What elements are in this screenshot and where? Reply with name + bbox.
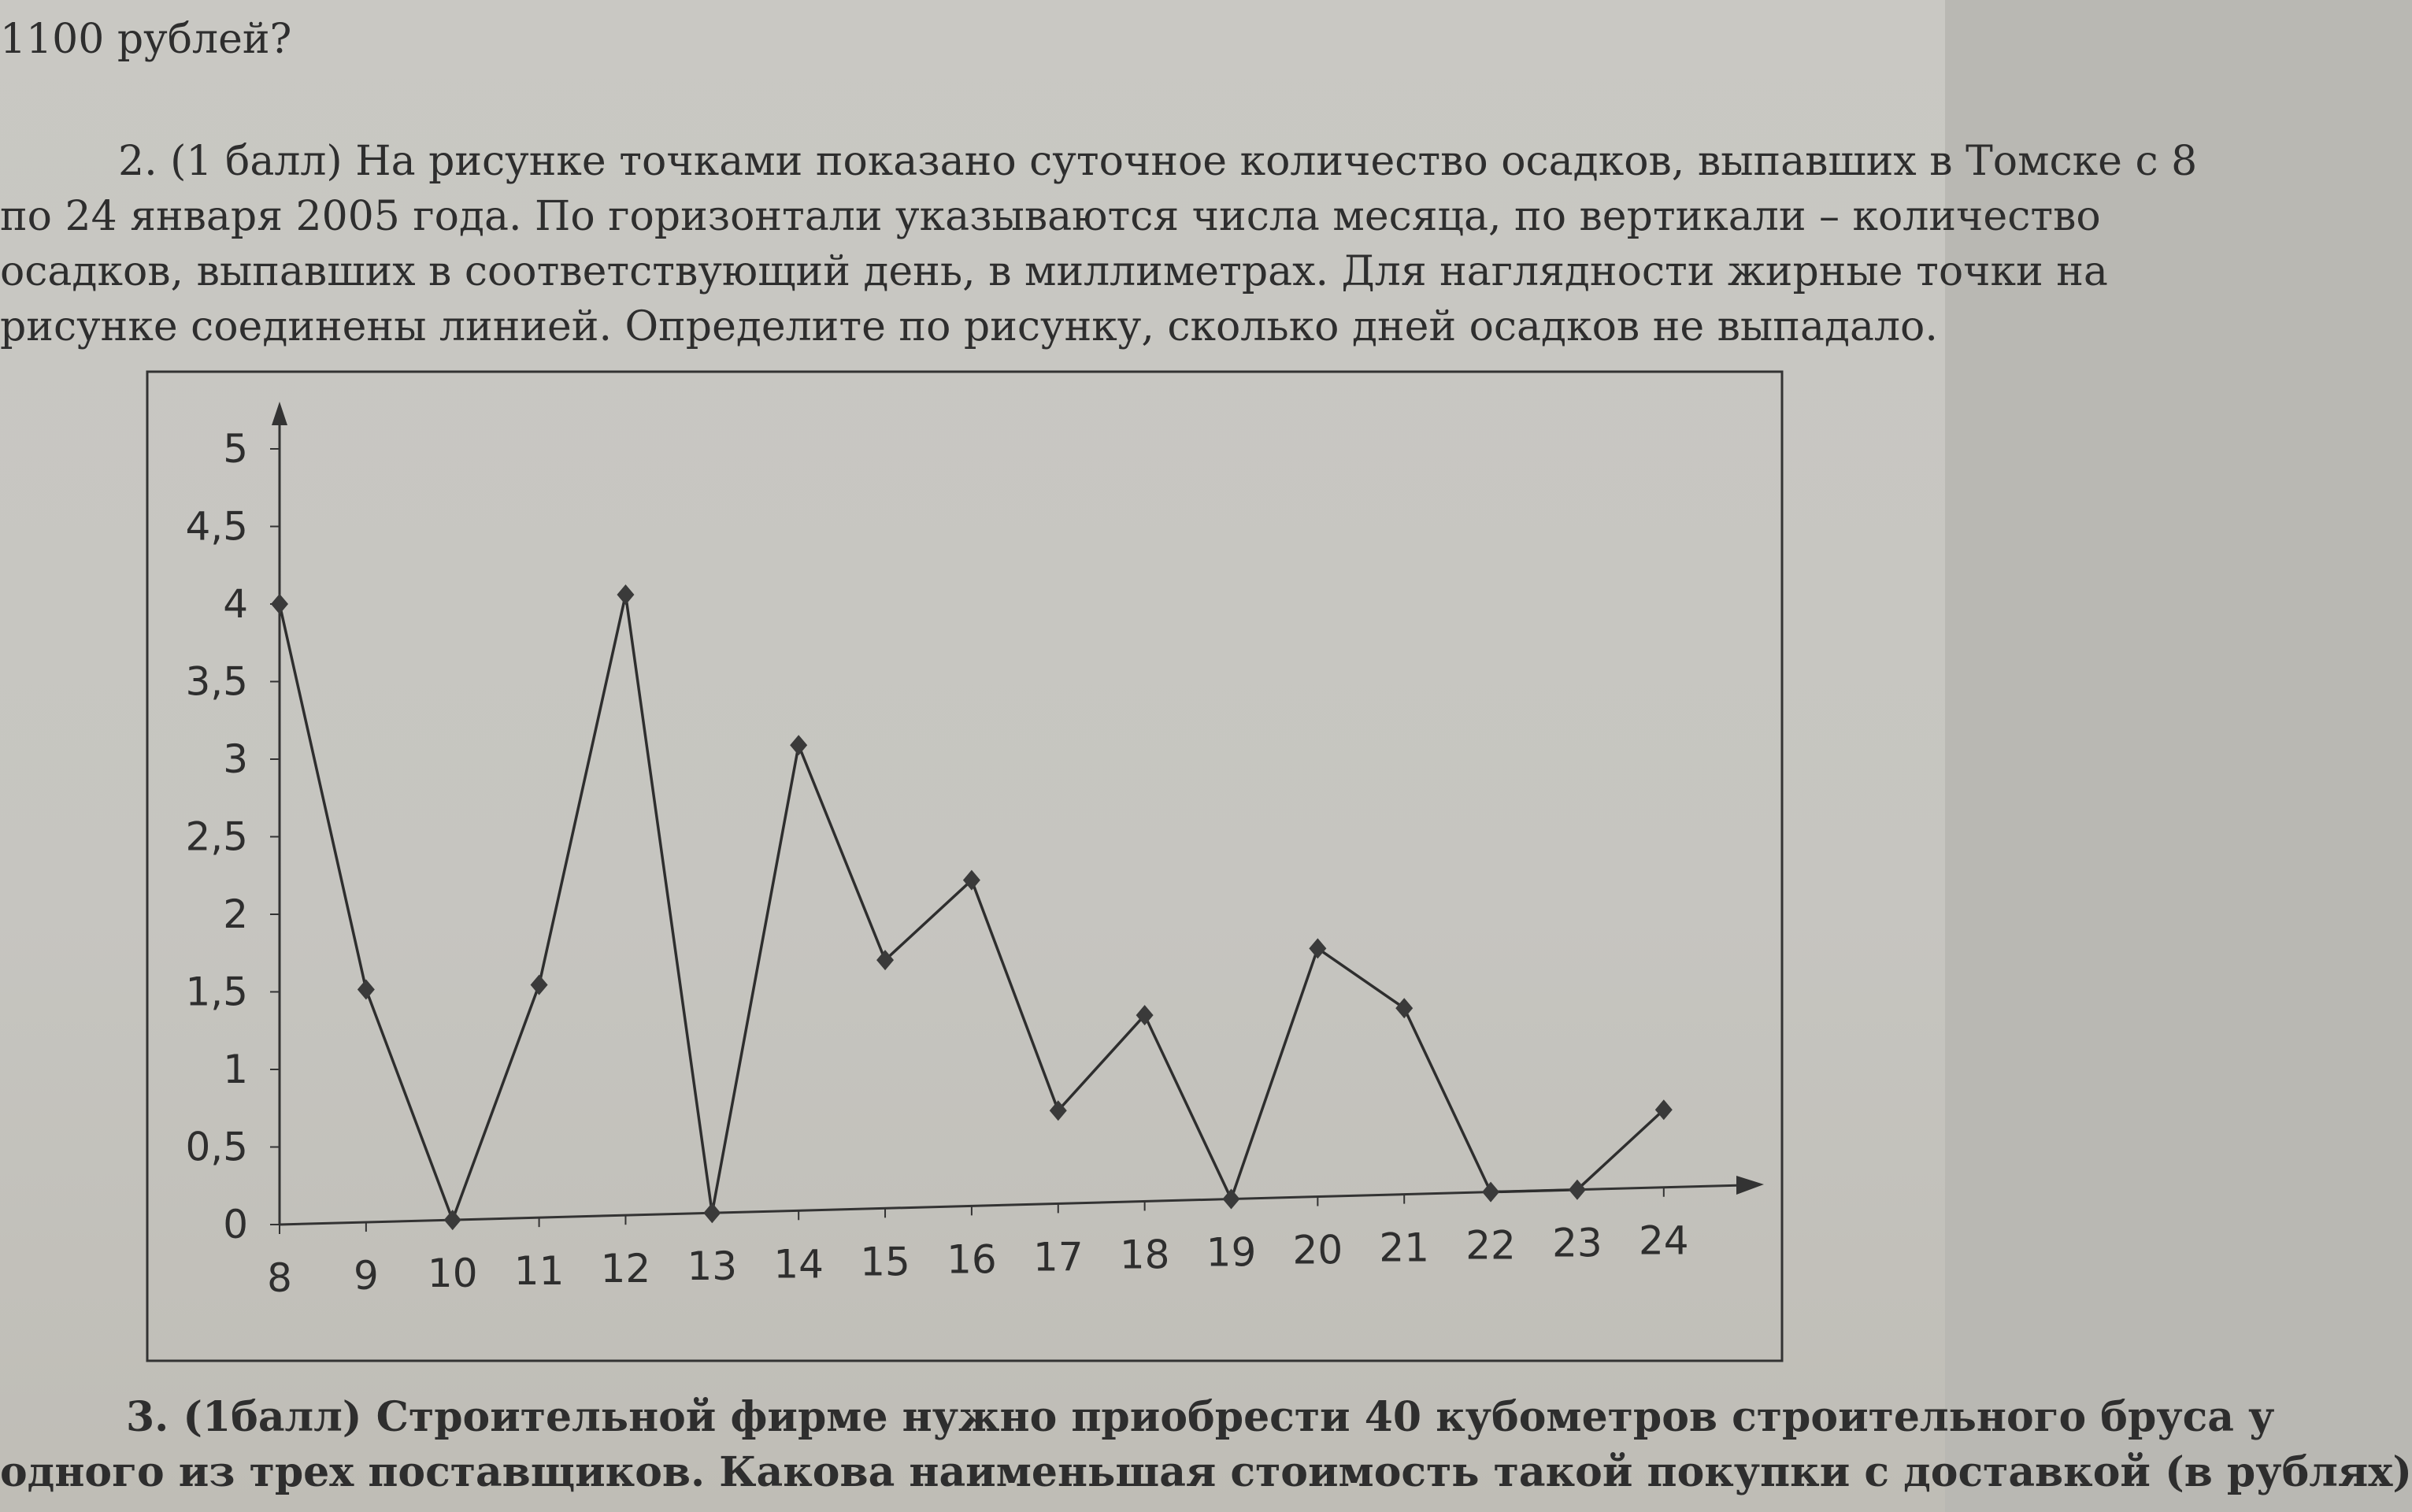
data-point-marker — [1395, 998, 1413, 1018]
precipitation-chart — [146, 370, 1784, 1362]
question-2-line-4: рисунке соединены линией. Определите по рисунку, сколько дней осадков не выпадало. — [0, 303, 1938, 350]
x-tick-label: 20 — [1292, 1227, 1343, 1273]
x-tick-label: 14 — [773, 1241, 824, 1288]
x-tick-label: 23 — [1552, 1220, 1602, 1266]
data-point-marker — [1222, 1189, 1239, 1210]
question-2-line-1: 2. (1 балл) На рисунке точками показано суточное количество осадков, выпавших в Томске с 8 — [118, 138, 2198, 185]
x-tick-label: 10 — [427, 1251, 478, 1297]
question-3-line-1: 3. (1балл) Строительной фирме нужно приобрести 40 кубометров строительного бруса у — [126, 1393, 2275, 1441]
data-point-marker — [444, 1210, 461, 1230]
y-axis-arrow — [272, 402, 287, 425]
data-point-marker — [790, 735, 807, 755]
data-point-marker — [703, 1203, 721, 1223]
data-point-marker — [617, 584, 634, 605]
chart-svg — [146, 370, 1784, 1362]
data-point-marker — [1482, 1182, 1499, 1203]
y-tick-label: 0 — [223, 1202, 248, 1247]
x-tick-label: 19 — [1206, 1229, 1257, 1276]
data-point-marker — [271, 594, 288, 614]
y-tick-label: 0,5 — [185, 1124, 248, 1170]
question-2-line-2: по 24 января 2005 года. По горизонтали указываются числа месяца, по вертикали – количество — [0, 193, 2101, 240]
x-tick-label: 18 — [1119, 1232, 1170, 1278]
x-tick-label: 24 — [1638, 1217, 1689, 1264]
x-tick-label: 9 — [353, 1253, 379, 1299]
x-tick-label: 17 — [1032, 1234, 1084, 1280]
y-tick-label: 2,5 — [185, 813, 248, 860]
y-tick-label: 3,5 — [185, 658, 248, 705]
chart-border — [147, 372, 1782, 1361]
x-tick-label: 12 — [600, 1246, 651, 1292]
x-tick-label: 11 — [513, 1248, 565, 1295]
y-tick-label: 3 — [223, 736, 248, 782]
y-tick-label: 1 — [223, 1047, 248, 1092]
series-line — [280, 595, 1664, 1220]
y-tick-label: 2 — [223, 891, 248, 937]
data-point-marker — [1309, 938, 1326, 958]
data-point-marker — [358, 980, 375, 1000]
question-2-line-3: осадков, выпавших в соответствующий день, в миллиметрах. Для наглядности жирные точки на — [0, 248, 2108, 295]
y-tick-label: 5 — [223, 426, 248, 472]
x-tick-label: 22 — [1465, 1222, 1516, 1269]
previous-question-tail: 1100 рублей? — [0, 16, 292, 63]
x-tick-label: 16 — [947, 1236, 997, 1283]
data-point-marker — [531, 975, 548, 995]
x-tick-label: 15 — [860, 1239, 910, 1285]
chart-series — [271, 584, 1673, 1230]
x-axis-arrow — [1736, 1176, 1764, 1195]
y-tick-label: 4 — [223, 581, 248, 627]
chart-ticks — [185, 426, 1688, 1301]
question-3-line-2: одного из трех поставщиков. Какова наименьшая стоимость такой покупки с доставкой (в рублях) — [0, 1448, 2412, 1496]
x-tick-label: 21 — [1379, 1225, 1430, 1271]
x-tick-label: 8 — [267, 1255, 292, 1301]
x-tick-label: 13 — [687, 1243, 738, 1290]
y-tick-label: 1,5 — [185, 969, 248, 1015]
y-tick-label: 4,5 — [185, 503, 248, 550]
